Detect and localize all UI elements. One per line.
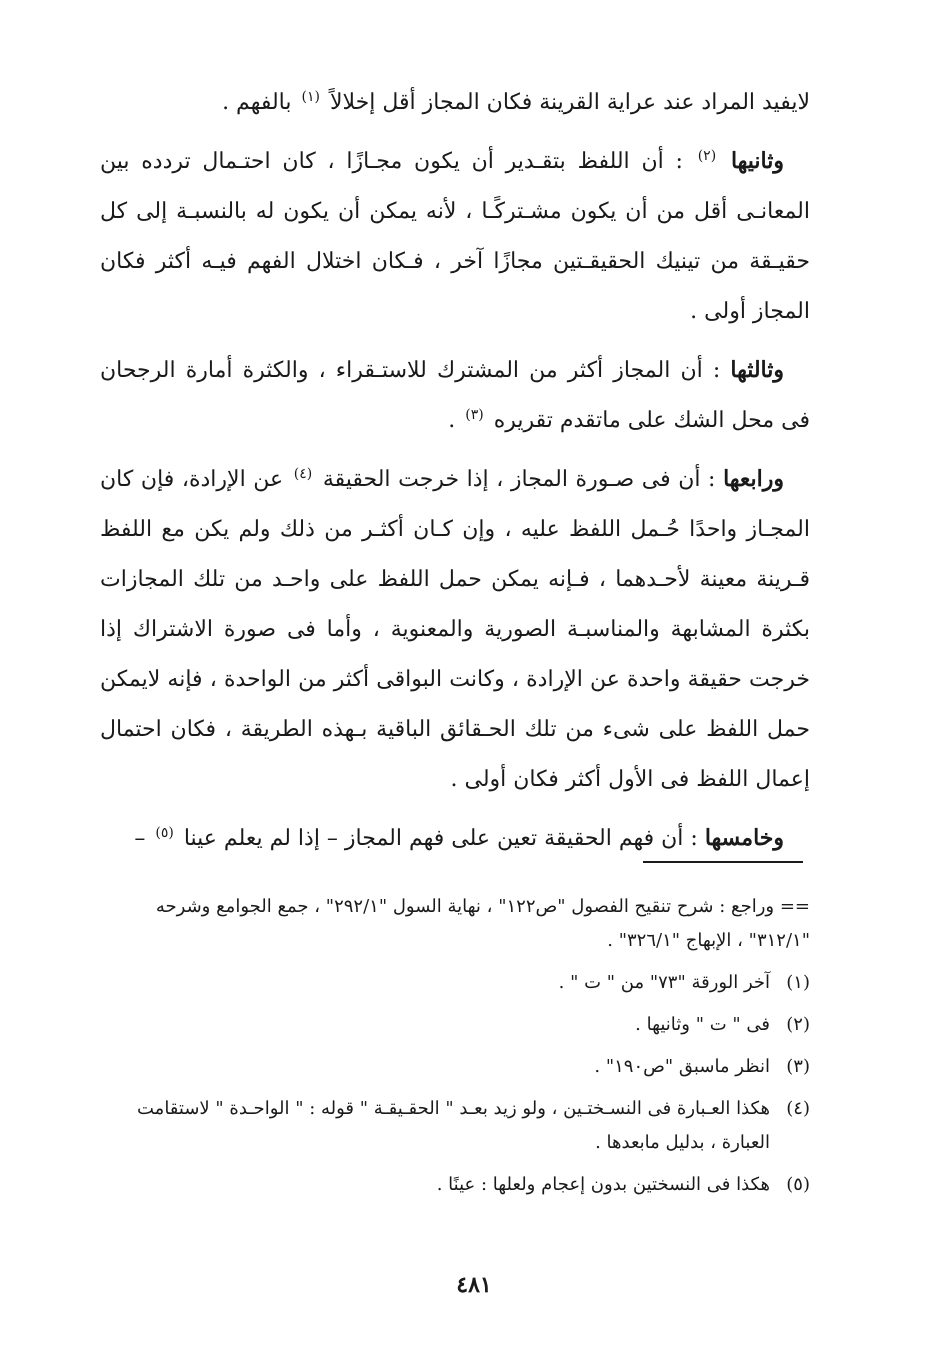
footnote-text: انظر ماسبق "ص١٩٠" . bbox=[594, 1056, 770, 1077]
footnote-text: هكذا العـبارة فى النسـختـين ، ولو زيد بعـد " الحقـيقـة " قوله : " الواحـدة " لاستقامت العبارة ، بدليل مابعدها . bbox=[137, 1098, 770, 1153]
footnote-ref-4: (٤) bbox=[293, 465, 313, 482]
paragraph-lead: وثانيها bbox=[730, 148, 784, 174]
footnotes bbox=[90, 890, 810, 1210]
paragraph-text: : أن فهم الحقيقة تعين على فهم المجاز – إذا لم يعلم عينا bbox=[183, 826, 698, 851]
footnote-ref-2: (٢) bbox=[697, 147, 717, 164]
paragraph-text: : أن اللفظ بتقـدير أن يكون مجـازًا ، كان احتـمال تردده بين المعانـى أقل من أن يكون مشـتركًـا ، لأنه يمكن أن يكون له بالنسبـة إلى كل حقيـقة من تينيك الحقيقـتين مجازًا آخر ، فـكان اختلال الفهم فيـه أكثر فكان المجاز أولى . bbox=[100, 149, 810, 324]
footnote-number: (١) bbox=[786, 972, 810, 993]
footnote-number: (٣) bbox=[786, 1056, 810, 1077]
paragraph-tail: – bbox=[134, 826, 146, 851]
footnote-text: آخر الورقة "٧٣" من " ت " . bbox=[558, 972, 770, 993]
footnote-separator bbox=[643, 861, 803, 863]
footnote-number: (٤) bbox=[786, 1098, 810, 1119]
paragraph-tail: بالفهم . bbox=[222, 90, 292, 115]
footnote-number: (٥) bbox=[786, 1174, 810, 1195]
main-text bbox=[100, 78, 810, 872]
footnote-item bbox=[90, 1050, 810, 1084]
footnote-continuation bbox=[90, 890, 810, 958]
paragraph-text: : أن فى صـورة المجاز ، إذا خرجت الحقيقة bbox=[322, 467, 716, 492]
footnote-item bbox=[90, 1092, 810, 1160]
paragraph-lead: وثالثها bbox=[730, 357, 784, 383]
paragraph-text: عن الإرادة، فإن كان المجـاز واحدًا حُـمل اللفظ عليه ، وإن كـان أكثـر من ذلك ولم يكن مع اللفظ قـرينة معينة لأحـدهما ، فـإنه يمكن حمل اللفظ على واحـد من تلك المجازات بكثرة المشابهة والمناسبـة الصورية والمعنوية ، وأما فى صورة الاشتراك إذا خرجت حقيقة واحدة عن الإرادة ، وكانت البواقى أكثر من الواحدة ، فإنه لايمكن حمل اللفظ على شىء من تلك الحـقائق الباقية بـهذه الطريقة ، فكان احتمال إعمال اللفظ فى الأول أكثر فكان أولى . bbox=[100, 467, 810, 792]
paragraph-lead: وخامسها bbox=[704, 825, 784, 851]
paragraph-third-reason bbox=[100, 345, 810, 446]
footnote-item bbox=[90, 1168, 810, 1202]
paragraph-tail: . bbox=[448, 408, 456, 433]
paragraph-text: لايفيد المراد عند عراية القرينة فكان المجاز أقل إخلالاً bbox=[329, 90, 810, 115]
paragraph-continuation bbox=[100, 78, 810, 128]
footnote-text: هكذا فى النسختين بدون إعجام ولعلها : عينًا . bbox=[436, 1174, 770, 1195]
footnote-number: (٢) bbox=[786, 1014, 810, 1035]
paragraph-fourth-reason bbox=[100, 454, 810, 805]
page-number: ٤٨١ bbox=[456, 1272, 492, 1298]
footnote-ref-1: (١) bbox=[301, 88, 320, 105]
paragraph-second-reason bbox=[100, 136, 810, 337]
footnote-item bbox=[90, 966, 810, 1000]
footnote-text: فى " ت " وثانيها . bbox=[635, 1014, 770, 1035]
paragraph-fifth-reason bbox=[100, 813, 810, 864]
footnote-ref-5: (٥) bbox=[155, 824, 174, 841]
footnote-text: == وراجع : شرح تنقيح الفصول "ص١٢٢" ، نهاية السول "٢٩٢/١" ، جمع الجوامع وشرحه "٣١٢/١" ، الإبهاج "٣٢٦/١" . bbox=[155, 896, 810, 951]
paragraph-lead: ورابعها bbox=[723, 466, 785, 492]
footnote-item bbox=[90, 1008, 810, 1042]
footnote-ref-3: (٣) bbox=[465, 406, 484, 423]
paragraph-text: : أن المجاز أكثر من المشترك للاستـقراء ، والكثرة أمارة الرجحان فى محل الشك على ماتقدم تقريره bbox=[100, 358, 810, 433]
